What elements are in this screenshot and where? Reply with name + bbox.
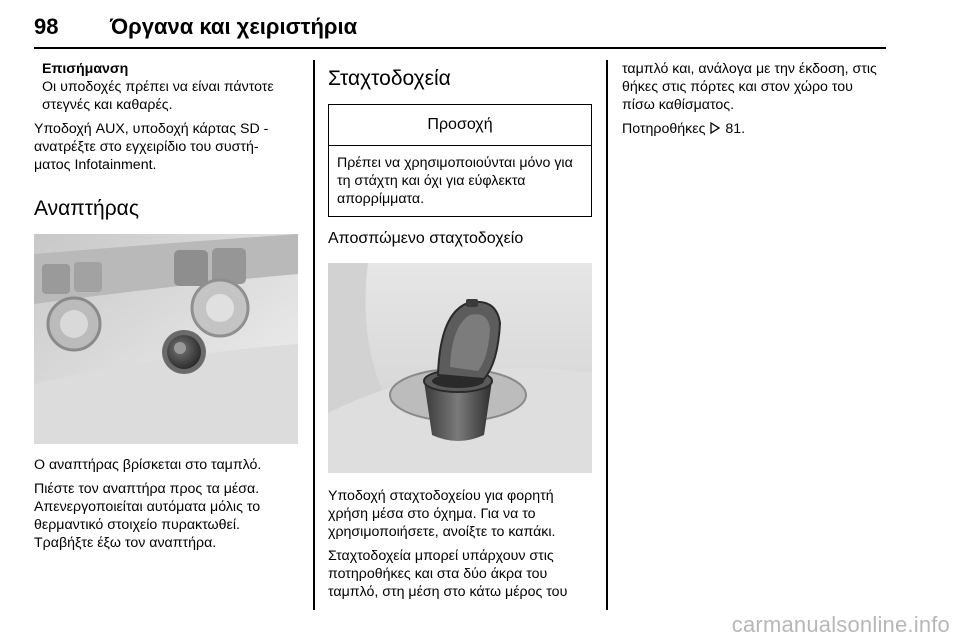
- caution-body: Πρέπει να χρησιμοποιούνται μόνο για τη στάχτη και όχι για εύφλεκτα απορρίμματα.: [337, 155, 573, 207]
- caution-box: [328, 104, 592, 217]
- lighter-figure: [34, 234, 298, 444]
- page-number: 98: [34, 14, 59, 39]
- cup-holders-reference: [622, 120, 886, 138]
- note-title: Επισήμανση: [42, 61, 129, 77]
- watermark: carmanualsonline.info: [731, 612, 950, 637]
- header-rule: [34, 47, 886, 49]
- portable-ashtray-heading: Αποσπώμενο σταχτοδοχείο: [328, 230, 524, 247]
- aux-text: Υποδοχή AUX, υποδοχή κάρτας SD - ανατρέξτε στο εγχειρίδιο του συστή- ματος Infotainment.: [34, 121, 269, 173]
- ashtrays-heading: Σταχτοδοχεία: [328, 67, 451, 90]
- reference-page[interactable]: 81.: [725, 121, 746, 137]
- page-reference-arrow-icon: [709, 122, 721, 134]
- column-3: [622, 60, 886, 138]
- ashtray-desc-2: Σταχτοδοχεία μπορεί υπάρχουν στις ποτηροθήκες και στα δύο άκρα του ταμπλό, στη μέση στο κάτω μέρος του: [328, 548, 568, 600]
- column-2: [328, 60, 592, 601]
- lighter-heading: Αναπτήρας: [34, 197, 139, 220]
- chapter-title: Όργανα και χειριστήρια: [110, 14, 358, 39]
- note-body: Οι υποδοχές πρέπει να είναι πάντοτε στεγνές και καθαρές.: [42, 79, 274, 113]
- continued-text: ταμπλό και, ανάλογα με την έκδοση, στις θήκες στις πόρτες και στον χώρο του πίσω καθίσματος.: [622, 61, 877, 113]
- ashtray-illustration: [328, 263, 592, 473]
- ashtray-figure: [328, 263, 592, 473]
- page-header: [34, 10, 886, 48]
- caution-title: Προσοχή: [329, 105, 591, 146]
- column-divider-2: [606, 60, 608, 610]
- column-divider-1: [313, 60, 315, 610]
- reference-label: Ποτηροθήκες: [622, 121, 706, 137]
- column-1: [34, 60, 298, 552]
- lighter-illustration: [34, 234, 298, 444]
- lighter-instructions: Πιέστε τον αναπτήρα προς τα μέσα. Απενεργοποιείται αυτόματα μόλις το θερμαντικό στοιχείο πυρακτωθεί. Τραβήξτε έξω τον αναπτήρα.: [34, 481, 261, 551]
- lighter-location: Ο αναπτήρας βρίσκεται στο ταμπλό.: [34, 457, 262, 473]
- ashtray-desc-1: Υποδοχή σταχτοδοχείου για φορητή χρήση μέσα στο όχημα. Για να το χρησιμοποιήσετε, ανοίξτε το καπάκι.: [328, 488, 556, 540]
